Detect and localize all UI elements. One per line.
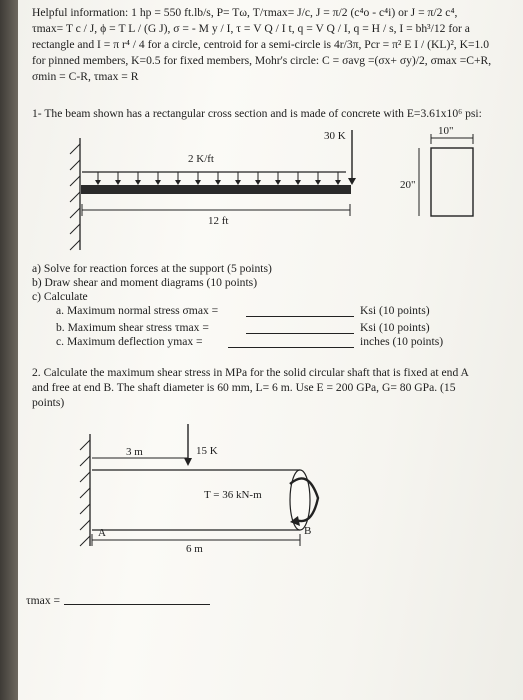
part-a: a) Solve for reaction forces at the support (5 points) xyxy=(32,262,272,275)
page-edge-shadow xyxy=(0,0,18,700)
beam-figure xyxy=(58,124,518,254)
worksheet-page xyxy=(18,0,523,700)
answer-blank[interactable] xyxy=(64,604,210,605)
shaft-figure xyxy=(68,418,348,558)
calc-a-answer-blank[interactable] xyxy=(246,316,354,317)
torque-label: T = 36 kN-m xyxy=(204,489,262,501)
distributed-load-label: 2 K/ft xyxy=(188,153,214,165)
span-label: 12 ft xyxy=(208,215,229,227)
calc-b-unit: Ksi (10 points) xyxy=(360,321,430,334)
calc-b-answer-blank[interactable] xyxy=(246,333,354,334)
helpful-info-line-1: Helpful information: 1 hp = 550 ft.lb/s, P= Tω, T/τmax= J/c, J = π/2 (c⁴o - c⁴i) or J = π/2 c⁴, xyxy=(32,6,458,19)
end-b-label: B xyxy=(304,525,312,537)
helpful-info-line-2: τmax= T c / J, ϕ = T L / (G J), σ = - M y / I, τ = V Q / I t, q = V Q / I, q = H / s, I = bh³/12 for a xyxy=(32,22,470,35)
end-a-label: A xyxy=(98,527,106,539)
answer-label: τmax = xyxy=(26,594,61,607)
load-distance-label: 3 m xyxy=(126,446,143,458)
problem-2-statement-2: and free at end B. The shaft diameter is 60 mm, L= 6 m. Use E = 200 GPa, G= 80 GPa. (15 xyxy=(32,381,456,394)
calc-c-label: c. Maximum deflection ymax = xyxy=(56,335,203,348)
section-height-label: 20" xyxy=(400,179,416,191)
part-b: b) Draw shear and moment diagrams (10 points) xyxy=(32,276,258,289)
problem-2-statement-1: 2. Calculate the maximum shear stress in MPa for the solid circular shaft that is fixed at end A xyxy=(32,366,469,379)
shaft-length-label: 6 m xyxy=(186,543,203,555)
helpful-info-line-5: σmin = C-R, τmax = R xyxy=(32,70,139,83)
calc-c-unit: inches (10 points) xyxy=(360,335,444,348)
helpful-info-line-4: for pinned members, K=0.5 for fixed members, Mohr's circle: C = σavg =(σx+ σy)/2, σmax =C+R, xyxy=(32,54,492,67)
part-c: c) Calculate xyxy=(32,290,88,303)
calc-a-unit: Ksi (10 points) xyxy=(360,304,430,317)
problem-2-statement-3: points) xyxy=(32,396,65,409)
calc-c-answer-blank[interactable] xyxy=(228,347,354,348)
shaft-load-label: 15 K xyxy=(196,445,218,457)
calc-a-label: a. Maximum normal stress σmax = xyxy=(56,304,219,317)
helpful-info-line-3: rectangle and I = π r⁴ / 4 for a circle, centroid for a semi-circle is 4r/3π, Pcr = π² E I / (KL)², K=1.0 xyxy=(32,38,490,51)
point-load-label: 30 K xyxy=(324,130,346,142)
section-width-label: 10" xyxy=(438,125,454,137)
problem-1-statement: 1- The beam shown has a rectangular cross section and is made of concrete with E=3.61x10⁶ psi: xyxy=(32,107,482,120)
calc-b-label: b. Maximum shear stress τmax = xyxy=(56,321,209,334)
